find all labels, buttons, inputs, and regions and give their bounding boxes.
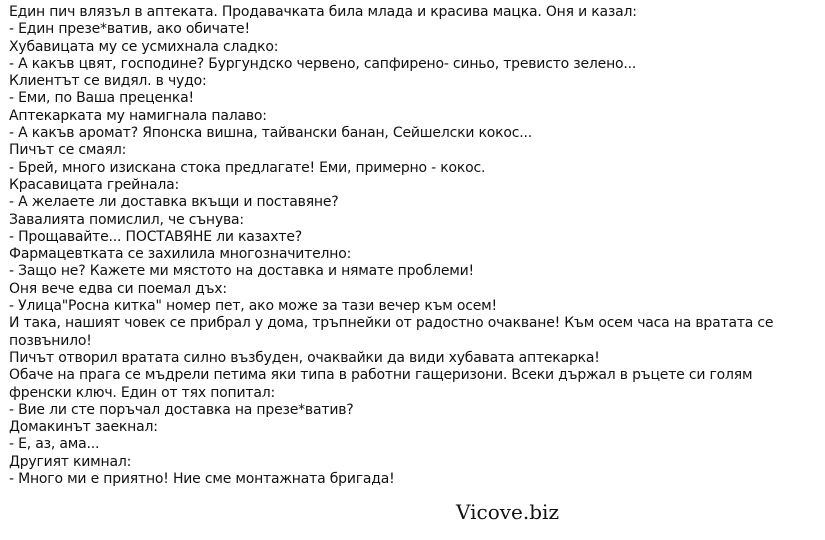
text-line: - Много ми е приятно! Ние сме монтажната бригада! bbox=[9, 471, 395, 488]
text-line: - А желаете ли доставка вкъщи и поставяне? bbox=[9, 194, 339, 211]
text-line: - А какъв цвят, господине? Бургундско червено, сапфирено- синьо, тревисто зелено... bbox=[9, 55, 637, 72]
text-line: Клиентът се видял. в чудо: bbox=[9, 73, 207, 90]
text-line: И така, нашият човек се прибрал у дома, тръпнейки от радостно очакване! Към осем часа на вратата се позвънило! bbox=[9, 315, 774, 349]
text-line: Завалията помислил, че сънува: bbox=[9, 211, 244, 228]
text-line: - А какъв аромат? Японска вишна, тайвански банан, Сейшелски кокос... bbox=[9, 125, 532, 142]
text-line: - Брей, много изискана стока предлагате! Еми, примерно - кокос. bbox=[9, 159, 486, 176]
text-line: Оня вече едва си поемал дъх: bbox=[9, 280, 227, 297]
text-line: Един пич влязъл в аптеката. Продавачката била млада и красива мацка. Оня и казал: bbox=[9, 4, 637, 20]
text-line: Хубавицата му се усмихнала сладко: bbox=[9, 38, 279, 55]
text-line: Обаче на прага се мъдрели петима яки типа в работни гащеризони. Всеки държал в ръцете си голям френски ключ. Един от тях попитал: bbox=[9, 367, 753, 401]
text-line: Пичът се смаял: bbox=[9, 142, 127, 159]
text-line: - Прощавайте... ПОСТАВЯНЕ ли казахте? bbox=[9, 228, 302, 245]
text-line: Красавицата грейнала: bbox=[9, 176, 180, 193]
text-line: - Еми, по Ваша преценка! bbox=[9, 90, 194, 107]
text-line: - Е, аз, ама... bbox=[9, 436, 100, 453]
text-line: - Улица"Росна китка" номер пет, ако може за тази вечер към осем! bbox=[9, 298, 497, 315]
text-line: - Защо не? Кажете ми мястото на доставка и нямате проблеми! bbox=[9, 263, 474, 280]
text-line: - Един презе*ватив, ако обичате! bbox=[9, 21, 250, 38]
text-line: Пичът отворил вратата силно възбуден, очаквайки да види хубавата аптекарка! bbox=[9, 349, 600, 366]
site-watermark: Vicove.biz bbox=[456, 500, 559, 524]
joke-text bbox=[9, 4, 819, 488]
text-line: Домакинът заекнал: bbox=[9, 419, 158, 436]
text-line: Аптекарката му намигнала палаво: bbox=[9, 107, 267, 124]
text-line: Другият кимнал: bbox=[9, 453, 132, 470]
text-line: - Вие ли сте поръчал доставка на презе*ватив? bbox=[9, 401, 354, 418]
text-line: Фармацевтката се захилила многозначително: bbox=[9, 246, 352, 263]
